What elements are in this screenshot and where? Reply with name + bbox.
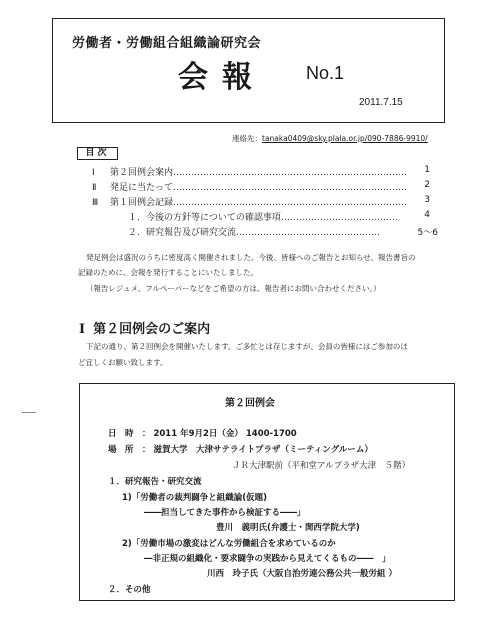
- report-title: 1)「労働者の裁判闘争と組織論(仮題): [122, 493, 268, 503]
- toc-item-dots: ……………………………………………………………………: [173, 198, 408, 208]
- toc-item-number: Ⅲ: [92, 198, 99, 208]
- toc-item-page: 4: [424, 210, 430, 220]
- section-paragraph-line: 下記の通り、第２回例会を開催いたします。ご多忙とは存じますが、会員の皆様にはご参加のほ: [86, 342, 408, 351]
- report-subtitle: ――担当してきた事件から検証する――」: [144, 508, 306, 518]
- toc-item-page: 5～6: [417, 228, 438, 238]
- meeting-title: 第２回例会: [225, 398, 275, 409]
- margin-fold-mark: [22, 412, 36, 413]
- intro-paragraph-line: 発足例会は盛況のうちに密度高く開催されました。今後、皆様へのご報告とお知らせ、報告書旨の: [86, 253, 416, 262]
- datetime-value: ： 2011 年9月2日（金） 1400-1700: [142, 429, 297, 439]
- report-speaker: 川西 玲子氏（大阪自治労連公務公共一般労組 ）: [207, 569, 397, 579]
- toc-label: 目次: [77, 147, 118, 160]
- toc-item-text: １．今後の方針等についての確認事項: [128, 213, 281, 223]
- newsletter-title: 会報: [178, 60, 266, 95]
- datetime-label: 日 時: [108, 429, 134, 439]
- report-speaker: 豊川 義明氏(弁護士・関西学院大学): [216, 523, 360, 533]
- toc-item-dots: ……………………………………………………………………: [173, 168, 408, 178]
- toc-item-dots: …………………………………………: [236, 228, 381, 238]
- section-heading: [79, 318, 210, 337]
- section-title: 第２回例会のご案内: [93, 322, 211, 337]
- place-subtext: ＪＲ大津駅前（平和堂アルプラザ大津 ５階）: [232, 461, 411, 471]
- intro-paragraph-line: 記録のために、会報を発行することにいたしました。: [78, 268, 258, 277]
- section-number: Ⅰ: [79, 322, 86, 337]
- toc-item[interactable]: [92, 165, 407, 178]
- report-subtitle: ―非正規の組織化・要求闘争の実践から見えてくるもの―― 」: [144, 554, 391, 564]
- contact-label: 連絡先：: [232, 134, 262, 143]
- intro-paragraph-line: （報告レジュメ、フルペーパーなどをご希望の方は、報告者にお問い合わせください。）: [86, 284, 381, 293]
- toc-item-text: 発足に当たって: [110, 183, 174, 193]
- agenda-item: ２．その他: [108, 585, 151, 595]
- issue-date: 2011.7.15: [359, 97, 403, 108]
- toc-item[interactable]: [92, 195, 407, 208]
- organization-name: 労働者・労働組合組織論研究会: [72, 36, 262, 51]
- issue-number: No.1: [306, 63, 345, 83]
- report-title: 2)「労働市場の激変はどんな労働組合を求めているのか: [122, 539, 336, 549]
- toc-item[interactable]: [128, 225, 380, 238]
- toc-item-dots: …………………………………: [280, 213, 398, 223]
- toc-item-page: 1: [424, 165, 430, 175]
- toc-item-text: 第１回例会記録: [110, 198, 174, 208]
- toc-item-page: 2: [424, 180, 430, 190]
- toc-item-dots: ……………………………………………………………………: [173, 183, 408, 193]
- toc-item-page: 3: [424, 195, 430, 205]
- section-paragraph-line: ど宜しくお願い致します。: [78, 358, 168, 367]
- toc-item-number: Ⅱ: [92, 183, 97, 193]
- toc-item[interactable]: [92, 180, 407, 193]
- toc-item[interactable]: [128, 210, 398, 223]
- contact-line: [232, 133, 428, 144]
- place-label: 場 所: [108, 445, 134, 455]
- place-value: ： 滋賀大学 大津サテライトプラザ（ミーティングルーム）: [142, 445, 373, 455]
- contact-value[interactable]: tanaka0409@sky.plala.or.jp/090-7886-9910/: [262, 134, 428, 143]
- toc-item-text: 第２回例会案内: [110, 168, 174, 178]
- agenda-item: １．研究報告・研究交流: [108, 477, 202, 487]
- toc-item-text: ２．研究報告及び研究交流: [128, 228, 237, 238]
- toc-item-number: Ⅰ: [92, 168, 95, 178]
